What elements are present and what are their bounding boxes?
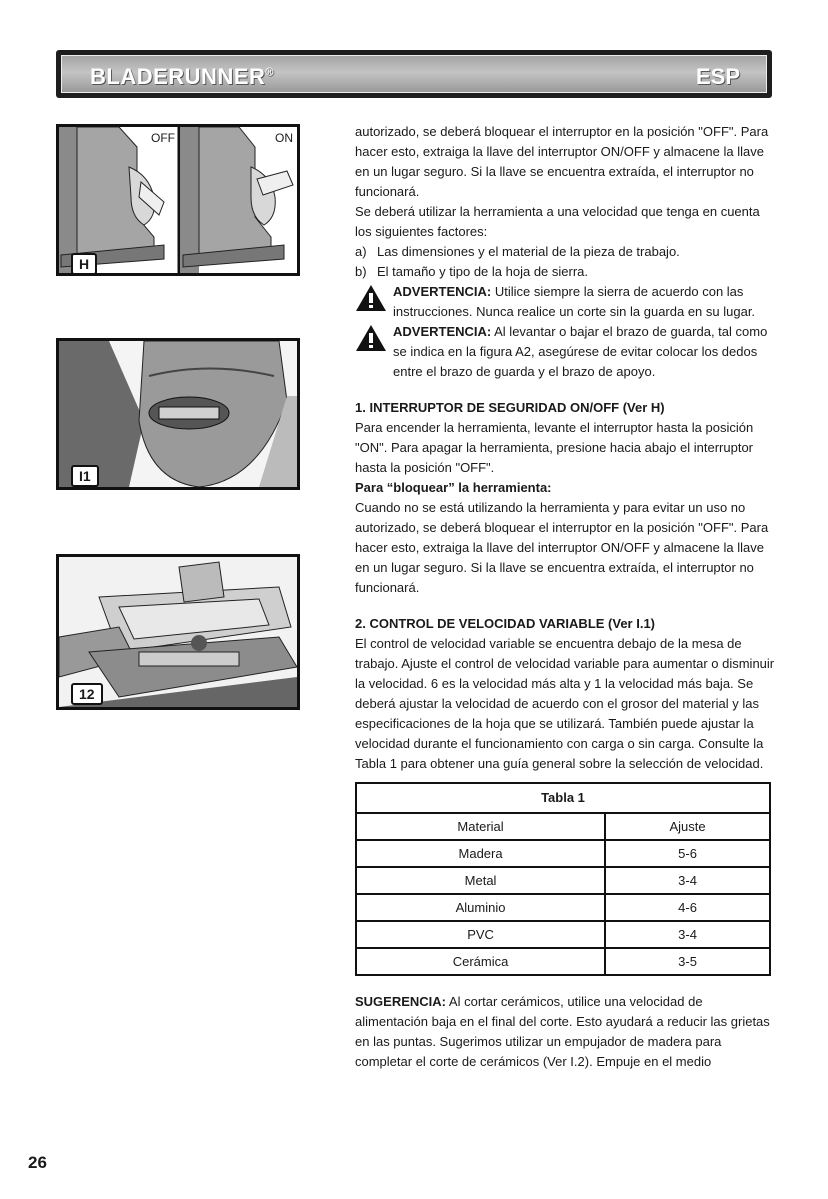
table-cell: Metal [356,867,605,894]
header-inner [61,55,767,93]
tip-label: SUGERENCIA: [355,994,447,1009]
figure-h-on-label: ON [275,131,293,145]
section-1-paragraph-2: Cuando no se está utilizando la herramienta y para evitar un uso no autorizado, se deberá bloquear el interruptor en la posición "OFF". Para hacer esto, extraiga la llave del interruptor ON/OFF y almacene la llave en un lugar seguro. Si la llave se encuentra extraída, el interruptor no funcionará. [355,500,769,595]
figure-12 [56,554,300,710]
section-2-paragraph: El control de velocidad variable se encuentra debajo de la mesa de trabajo. Ajuste el control de velocidad variable para aumentar o disminuir la velocidad. 6 es la velocidad más alta y 1 la velocidad más baja. Se deberá ajustar la velocidad de acuerdo con el grosor del material y las especificaciones de la hoja que se utilizará. También puede ajustar la velocidad durante el funcionamiento con carga o sin carga. Consulte la Tabla 1 para obtener una guía general sobre la selección de velocidad. [355,636,775,771]
warning-block [355,322,775,382]
figure-h-illustration [59,127,297,273]
list-marker: a) [355,244,367,259]
table-cell: Madera [356,840,605,867]
warning-label: ADVERTENCIA: [393,324,492,339]
table-cell: 3-4 [605,867,770,894]
table-row [356,867,770,894]
figure-h-off-label: OFF [151,131,175,145]
warning-text: Al levantar o bajar el brazo de guarda, tal como se indica en la figura A2, asegúrese de evitar colocar los dedos entre el brazo de guarda y el brazo de apoyo. [393,324,768,379]
header-language: ESP [695,64,740,89]
figure-h [56,124,300,276]
table-cell: PVC [356,921,605,948]
section-2-heading: 2. CONTROL DE VELOCIDAD VARIABLE (Ver I.1) [355,616,656,631]
table-row [356,840,770,867]
warning-icon [355,284,387,312]
section-1-subheading: Para “bloquear” la herramienta: [355,480,552,495]
figure-12-label: 12 [71,683,103,705]
list-text: El tamaño y tipo de la hoja de sierra. [377,264,589,279]
table-cell: 4-6 [605,894,770,921]
text-column [355,122,775,1072]
table-cell: Cerámica [356,948,605,975]
table-row [356,948,770,975]
paragraph-speed-factors: Se deberá utilizar la herramienta a una velocidad que tenga en cuenta los siguientes factores: [355,204,760,239]
paragraph-lock-continued: autorizado, se deberá bloquear el interruptor en la posición "OFF". Para hacer esto, extraiga la llave del interruptor ON/OFF y almacene la llave en un lugar seguro. Si la llave se encuentra extraída, el interruptor no funcionará. [355,124,769,199]
list-marker: b) [355,264,367,279]
header-bar [56,50,772,98]
warning-icon [355,324,387,352]
table-cell: 3-5 [605,948,770,975]
list-item [355,242,775,262]
speed-table [355,782,771,976]
warning-text: Utilice siempre la sierra de acuerdo con las instrucciones. Nunca realice un corte sin la guarda en su lugar. [393,284,756,319]
warning-label: ADVERTENCIA: [393,284,492,299]
page-number: 26 [28,1153,47,1172]
list-item [355,262,775,282]
table-cell: 3-4 [605,921,770,948]
tip-paragraph [355,992,775,1072]
figure-h-label: H [71,253,97,275]
list-text: Las dimensiones y el material de la pieza de trabajo. [377,244,680,259]
table-header-material: Material [356,813,605,840]
table-cell: 5-6 [605,840,770,867]
section-1-paragraph: Para encender la herramienta, levante el interruptor hasta la posición "ON". Para apagar la herramienta, presione hacia abajo el interruptor hasta la posición "OFF". [355,420,754,475]
header-title: BLADERUNNER® [90,64,274,89]
figure-i1 [56,338,300,490]
table-header-row [356,813,770,840]
table-title: Tabla 1 [356,783,770,813]
tip-text: Al cortar cerámicos, utilice una velocidad de alimentación baja en el final del corte. Esto ayudará a reducir las grietas en las puntas. Sugerimos utilizar un empujador de madera para completar el corte de cerámicos (Ver I.2). Empuje en el medio [355,994,770,1069]
figure-i1-label: I1 [71,465,99,487]
section-1-heading: 1. INTERRUPTOR DE SEGURIDAD ON/OFF (Ver H) [355,400,665,415]
table-header-setting: Ajuste [605,813,770,840]
table-cell: Aluminio [356,894,605,921]
table-row [356,894,770,921]
warning-block [355,282,775,322]
table-row [356,921,770,948]
